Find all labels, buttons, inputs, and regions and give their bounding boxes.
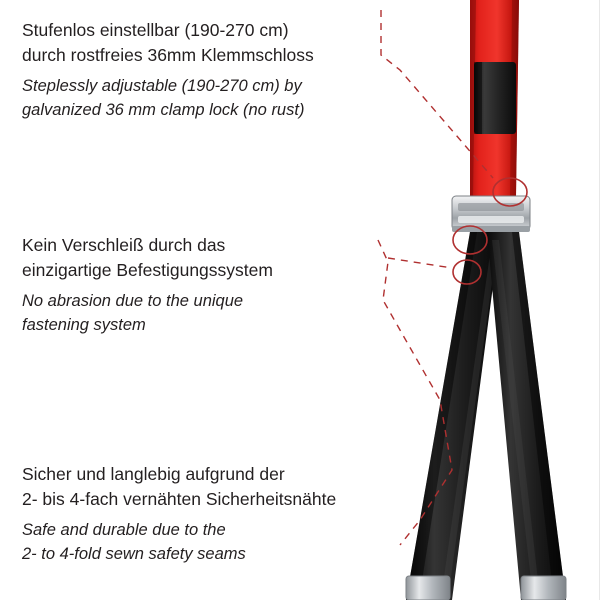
callout-adjustability-en-line-1: Steplessly adjustable (190-270 cm) by [22,77,302,95]
black-strap-right-leg [487,232,566,600]
metal-end-fitting-right [521,576,566,600]
callout-adjustability-de-line-2: durch rostfreies 36mm Klemmschloss [22,45,314,65]
callout-adjustability [22,18,367,122]
callout-safety-seams-en-line-1: Safe and durable due to the [22,521,226,539]
black-sleeve-patch [474,62,516,134]
callout-adjustability-en-line-2: galvanized 36 mm clamp lock (no rust) [22,101,305,119]
leader-line-safety-seams [388,258,452,268]
callout-safety-seams [22,462,367,566]
callout-no-abrasion-de-line-2: einzigartige Befestigungssystem [22,260,273,280]
callout-safety-seams-de-line-1: Sicher und langlebig aufgrund der [22,464,285,484]
callout-adjustability-de-line-1: Stufenlos einstellbar (190-270 cm) [22,20,289,40]
callout-no-abrasion-en-line-2: fastening system [22,316,146,334]
callout-safety-seams-de-line-2: 2- bis 4-fach vernähten Sicherheitsnähte [22,489,337,509]
black-strap-left-leg [406,232,500,600]
callout-no-abrasion-de-line-1: Kein Verschleiß durch das [22,235,226,255]
callout-no-abrasion [22,233,367,337]
callout-no-abrasion-en-line-1: No abrasion due to the unique [22,292,244,310]
metal-end-fitting-left [406,576,450,600]
callout-safety-seams-en-line-2: 2- to 4-fold sewn safety seams [22,545,246,563]
